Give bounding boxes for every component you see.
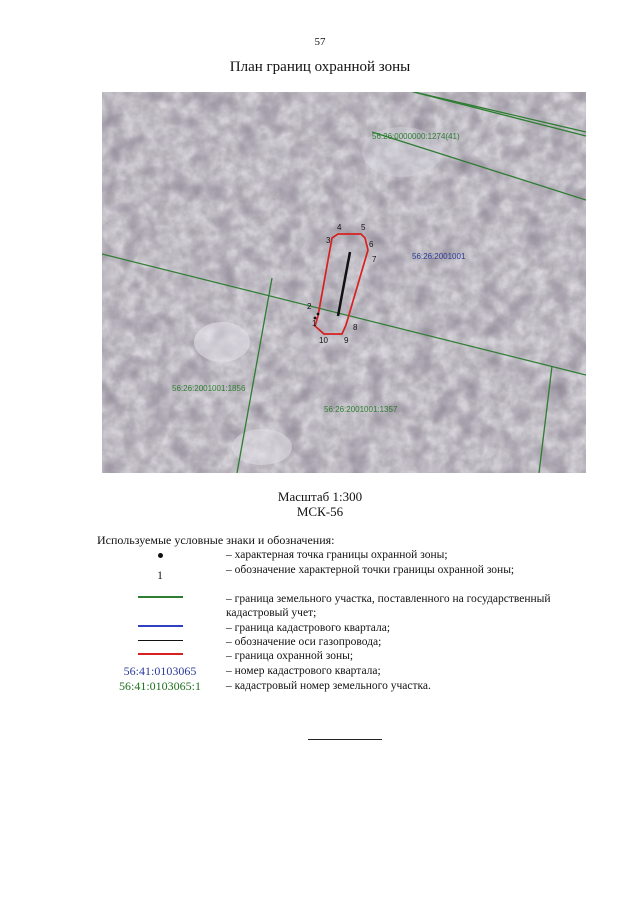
legend-symbol [98, 647, 222, 661]
point-label: 8 [353, 323, 358, 332]
point-label: 2 [307, 302, 312, 311]
page-number: 57 [314, 36, 326, 48]
light-patch [194, 322, 250, 362]
point-label: 3 [326, 236, 331, 245]
legend-text: – кадастровый номер земельного участка. [226, 680, 431, 692]
point-label: 9 [344, 336, 349, 345]
legend-symbol: 56:41:0103065:1 [118, 679, 201, 693]
red-line-icon [138, 653, 183, 655]
blue-line-icon [138, 625, 183, 627]
legend-text: – граница охранной зоны; [226, 650, 354, 662]
point-label: 4 [337, 223, 342, 232]
point-label: 5 [361, 223, 366, 232]
footer-divider [308, 739, 382, 740]
black-line-icon [138, 640, 183, 641]
legend-title: Используемые условные знаки и обозначения: [97, 533, 335, 547]
quarter-number-label: 56:26:2001001 [412, 252, 466, 261]
legend-text: – характерная точка границы охранной зоны; [226, 549, 448, 561]
coordinate-system-text: МСК-56 [296, 504, 344, 519]
scale-block [0, 489, 640, 519]
parcel-number-label: 56:26:2001001:1856 [172, 384, 246, 393]
legend-symbol [98, 619, 222, 633]
page-title: План границ охранной зоны [229, 59, 411, 75]
dot-icon [158, 553, 163, 558]
parcel-number-label: 56:26:2001001:1357 [324, 405, 398, 414]
boundary-point [317, 313, 320, 316]
legend-symbol [98, 633, 222, 647]
legend-symbol: 1 [157, 570, 163, 582]
point-label: 6 [369, 240, 374, 249]
green-line-icon [138, 596, 183, 598]
point-label: 10 [319, 336, 328, 345]
legend-text: – обозначение характерной точки границы охранной зоны; [226, 564, 515, 576]
legend-text: – обозначение оси газопровода; [226, 636, 382, 648]
point-label: 1 [312, 319, 317, 328]
light-patch [232, 429, 292, 465]
legend-symbol [98, 548, 222, 562]
map-view[interactable] [102, 92, 586, 473]
legend-text: – граница кадастрового квартала; [226, 622, 391, 634]
legend-symbol: 56:41:0103065 [123, 664, 197, 678]
legend-symbol [98, 590, 222, 604]
scale-text: Масштаб 1:300 [277, 489, 363, 504]
map-canvas [102, 92, 586, 473]
legend-text: – граница земельного участка, поставленного на государственный кадастровый учет; [226, 593, 551, 619]
point-label: 7 [372, 255, 377, 264]
legend-text: – номер кадастрового квартала; [226, 665, 381, 677]
parcel-number-label: 56:26:0000000:1274(41) [372, 132, 460, 141]
